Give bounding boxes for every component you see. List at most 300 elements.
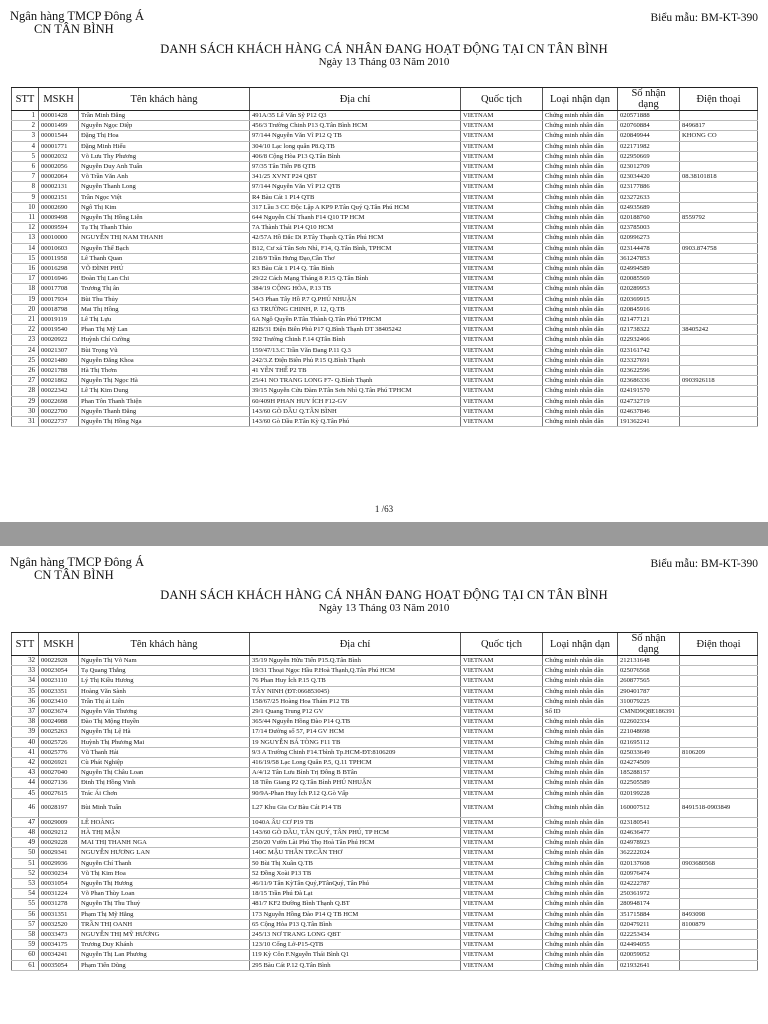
cell-mskh: 00024988 (39, 717, 79, 727)
cell-stt: 54 (12, 889, 39, 899)
table-row (12, 151, 758, 161)
cell-nationality: VIETNAM (461, 717, 543, 727)
cell-customer-name: Cù Phát Nghiệp (79, 758, 250, 768)
cell-address: 143/60 GÒ DẦU Q.TÂN BÌNH (250, 406, 461, 416)
cell-address: 295 Bàu Cát P.12 Q.Tân Bình (250, 960, 461, 970)
cell-stt: 21 (12, 315, 39, 325)
cell-id-type: Chứng minh nhân dân (543, 788, 618, 798)
customer-table-page-1 (11, 87, 758, 427)
table-body (12, 111, 758, 427)
cell-phone (680, 202, 758, 212)
cell-id-number: 023272633 (618, 192, 680, 202)
cell-customer-name: Lê Thị Lựu (79, 315, 250, 325)
col-mskh: MSKH (39, 633, 79, 656)
cell-customer-name: Nguyễn Chí Thanh (79, 858, 250, 868)
cell-phone (680, 828, 758, 838)
cell-customer-name: VÕ ĐÌNH PHÚ (79, 264, 250, 274)
cell-stt: 34 (12, 676, 39, 686)
cell-stt: 15 (12, 253, 39, 263)
cell-phone: 0903.874758 (680, 243, 758, 253)
col-mskh: MSKH (39, 88, 79, 111)
cell-phone (680, 335, 758, 345)
cell-customer-name: Phạm Thị Mỹ Hằng (79, 909, 250, 919)
cell-customer-name: Vũ Thanh Hải (79, 747, 250, 757)
cell-stt: 60 (12, 950, 39, 960)
cell-customer-name: Nguyễn Thanh Long (79, 182, 250, 192)
cell-id-type: Chứng minh nhân dân (543, 940, 618, 950)
cell-stt: 36 (12, 696, 39, 706)
cell-id-number: 021695112 (618, 737, 680, 747)
cell-address: A/4/12 Tân Lưu Bình Trị Đông B BTân (250, 768, 461, 778)
table-row (12, 707, 758, 717)
cell-id-type: Chứng minh nhân dân (543, 817, 618, 827)
cell-phone: 8106209 (680, 747, 758, 757)
document-title: DANH SÁCH KHÁCH HÀNG CÁ NHÂN ĐANG HOẠT ĐỘNG TẠI CN TÂN BÌNH (160, 42, 608, 56)
cell-mskh: 00002131 (39, 182, 79, 192)
cell-id-type: Chứng minh nhân dân (543, 909, 618, 919)
cell-phone (680, 696, 758, 706)
cell-nationality: VIETNAM (461, 696, 543, 706)
cell-address: 406/8 Cộng Hòa P13 Q.Tân Bình (250, 151, 461, 161)
cell-mskh: 00002032 (39, 151, 79, 161)
cell-phone (680, 817, 758, 827)
table-header-row (12, 633, 758, 656)
cell-id-type: Chứng minh nhân dân (543, 274, 618, 284)
table-row (12, 798, 758, 817)
cell-stt: 50 (12, 848, 39, 858)
cell-phone (680, 264, 758, 274)
cell-stt: 30 (12, 406, 39, 416)
cell-id-number: 025033649 (618, 747, 680, 757)
cell-nationality: VIETNAM (461, 788, 543, 798)
table-row (12, 111, 758, 121)
form-code: Biểu mẫu: BM-KT-390 (650, 558, 758, 570)
cell-mskh: 00009498 (39, 213, 79, 223)
cell-address: 65 Cộng Hòa P13 Q.Tân Bình (250, 919, 461, 929)
cell-address: 29/1 Quang Trung P12 GV (250, 707, 461, 717)
cell-id-number: 020188760 (618, 213, 680, 223)
cell-id-number: 022253434 (618, 930, 680, 940)
cell-id-type: Chứng minh nhân dân (543, 950, 618, 960)
cell-mskh: 00031224 (39, 889, 79, 899)
cell-phone (680, 345, 758, 355)
cell-mskh: 00010603 (39, 243, 79, 253)
cell-id-number: 020571888 (618, 111, 680, 121)
cell-customer-name: Huỳnh Chí Cường (79, 335, 250, 345)
cell-id-number: 025076568 (618, 666, 680, 676)
cell-stt: 5 (12, 151, 39, 161)
cell-nationality: VIETNAM (461, 182, 543, 192)
cell-customer-name: Nguyễn Thị Hồng Nga (79, 417, 250, 427)
cell-customer-name: Đinh Thị Hồng Vinh (79, 778, 250, 788)
table-header-row (12, 88, 758, 111)
cell-customer-name: Đoàn Thị Lan Chi (79, 274, 250, 284)
cell-id-number: 280948174 (618, 899, 680, 909)
cell-customer-name: Nguyễn Thị Lệ Hà (79, 727, 250, 737)
cell-mskh: 00026921 (39, 758, 79, 768)
cell-id-type: Chứng minh nhân dân (543, 253, 618, 263)
table-row (12, 768, 758, 778)
cell-customer-name: Nguyễn Ngọc Diệp (79, 121, 250, 131)
table-row (12, 162, 758, 172)
cell-phone (680, 315, 758, 325)
cell-stt: 48 (12, 828, 39, 838)
cell-nationality: VIETNAM (461, 909, 543, 919)
cell-customer-name: Nguyễn Duy Anh Tuấn (79, 162, 250, 172)
cell-address: 76 Phan Huy Ích P.15 Q.TB (250, 676, 461, 686)
cell-customer-name: Đặng Minh Hiếu (79, 141, 250, 151)
cell-id-number: 022505589 (618, 778, 680, 788)
cell-address: 119 Kỳ Côn F.Nguyễn Thái Bình Q1 (250, 950, 461, 960)
cell-id-type: Chứng minh nhân dân (543, 192, 618, 202)
bank-name-line1: Ngân hàng TMCP Đông Á (10, 9, 145, 23)
cell-mskh: 00017934 (39, 294, 79, 304)
cell-address: 159/47/13.C Trần Văn Đang P.11 Q.3 (250, 345, 461, 355)
cell-mskh: 00020922 (39, 335, 79, 345)
cell-nationality: VIETNAM (461, 656, 543, 666)
cell-stt: 61 (12, 960, 39, 970)
cell-stt: 55 (12, 899, 39, 909)
cell-phone (680, 758, 758, 768)
cell-nationality: VIETNAM (461, 325, 543, 335)
table-row (12, 858, 758, 868)
cell-customer-name: Nguyễn Thị Võ Nam (79, 656, 250, 666)
cell-id-number: 250361972 (618, 889, 680, 899)
cell-nationality: VIETNAM (461, 202, 543, 212)
cell-stt: 39 (12, 727, 39, 737)
cell-mskh: 00022700 (39, 406, 79, 416)
cell-address: 60/409H PHAN HUY ÍCH F12-GV (250, 396, 461, 406)
cell-id-type: Chứng minh nhân dân (543, 879, 618, 889)
table-row (12, 243, 758, 253)
cell-mskh: 00001544 (39, 131, 79, 141)
cell-customer-name: Hoàng Văn Sành (79, 686, 250, 696)
cell-id-number: 024978923 (618, 838, 680, 848)
cell-id-number: 024191570 (618, 386, 680, 396)
table-row (12, 213, 758, 223)
cell-phone (680, 417, 758, 427)
cell-nationality: VIETNAM (461, 817, 543, 827)
cell-id-number: 023034420 (618, 172, 680, 182)
col-id-number: Số nhận dạng (618, 88, 680, 111)
cell-stt: 57 (12, 919, 39, 929)
cell-mskh: 00021480 (39, 355, 79, 365)
cell-id-type: Chứng minh nhân dân (543, 406, 618, 416)
cell-mskh: 00022698 (39, 396, 79, 406)
branch-name: CN TÂN BÌNH (34, 568, 114, 582)
cell-stt: 58 (12, 930, 39, 940)
cell-stt: 23 (12, 335, 39, 345)
cell-stt: 10 (12, 202, 39, 212)
cell-id-type: Chứng minh nhân dân (543, 284, 618, 294)
table-row (12, 940, 758, 950)
table-body (12, 656, 758, 971)
cell-id-number: 023785003 (618, 223, 680, 233)
cell-nationality: VIETNAM (461, 919, 543, 929)
cell-id-type: Chứng minh nhân dân (543, 889, 618, 899)
cell-id-type: Chứng minh nhân dân (543, 315, 618, 325)
cell-id-number: 022950669 (618, 151, 680, 161)
cell-phone: 38405242 (680, 325, 758, 335)
cell-phone (680, 666, 758, 676)
cell-id-type: Chứng minh nhân dân (543, 141, 618, 151)
cell-id-number: 023622596 (618, 366, 680, 376)
cell-nationality: VIETNAM (461, 274, 543, 284)
cell-nationality: VIETNAM (461, 386, 543, 396)
cell-mskh: 00028197 (39, 798, 79, 817)
table-row (12, 182, 758, 192)
cell-id-type: Số ID (543, 707, 618, 717)
cell-address: 39/15 Nguyễn Cửu Đàm P.Tân Sơn Nhì Q.Tân Phú TPHCM (250, 386, 461, 396)
cell-id-number: 022932466 (618, 335, 680, 345)
table-row (12, 192, 758, 202)
cell-nationality: VIETNAM (461, 960, 543, 970)
cell-phone (680, 304, 758, 314)
col-address: Địa chỉ (250, 88, 461, 111)
cell-nationality: VIETNAM (461, 213, 543, 223)
cell-id-type: Chứng minh nhân dân (543, 202, 618, 212)
table-row (12, 366, 758, 376)
cell-customer-name: Trần Ngọc Việt (79, 192, 250, 202)
table-row (12, 828, 758, 838)
cell-phone (680, 182, 758, 192)
cell-stt: 40 (12, 737, 39, 747)
cell-customer-name: Phạm Tiến Dũng (79, 960, 250, 970)
cell-id-type: Chứng minh nhân dân (543, 656, 618, 666)
cell-customer-name: Hà Thị Thơm (79, 366, 250, 376)
cell-stt: 47 (12, 817, 39, 827)
cell-address: 50 Bùi Thị Xuân Q.TB (250, 858, 461, 868)
cell-nationality: VIETNAM (461, 304, 543, 314)
cell-id-type: Chứng minh nhân dân (543, 233, 618, 243)
cell-id-number: 020085569 (618, 274, 680, 284)
page-separator (0, 522, 768, 546)
cell-id-type: Chứng minh nhân dân (543, 376, 618, 386)
table-row (12, 284, 758, 294)
cell-nationality: VIETNAM (461, 243, 543, 253)
table-row (12, 868, 758, 878)
cell-customer-name: Bùi Trọng Vũ (79, 345, 250, 355)
cell-customer-name: NGUYỄN HƯƠNG LAN (79, 848, 250, 858)
cell-stt: 43 (12, 768, 39, 778)
table-row (12, 355, 758, 365)
cell-phone (680, 396, 758, 406)
cell-id-type: Chứng minh nhân dân (543, 396, 618, 406)
cell-phone: KHONG CO (680, 131, 758, 141)
cell-nationality: VIETNAM (461, 141, 543, 151)
cell-stt: 2 (12, 121, 39, 131)
cell-address: 19/31 Thoại Ngọc Hầu P.Hoà Thạnh,Q.Tân Phú HCM (250, 666, 461, 676)
cell-id-type: Chứng minh nhân dân (543, 131, 618, 141)
cell-mskh: 00034241 (39, 950, 79, 960)
cell-phone (680, 406, 758, 416)
cell-address: 143/60 GÒ DẦU, TÂN QUÝ, TÂN PHÚ, TP HCM (250, 828, 461, 838)
cell-nationality: VIETNAM (461, 758, 543, 768)
cell-nationality: VIETNAM (461, 838, 543, 848)
cell-address: 140C MẬU THÂN TP.CẦN THƠ (250, 848, 461, 858)
table-row (12, 889, 758, 899)
cell-phone: 0903926118 (680, 376, 758, 386)
table-row (12, 656, 758, 666)
cell-nationality: VIETNAM (461, 345, 543, 355)
cell-nationality: VIETNAM (461, 879, 543, 889)
cell-stt: 26 (12, 366, 39, 376)
cell-id-number: 024994589 (618, 264, 680, 274)
cell-nationality: VIETNAM (461, 417, 543, 427)
cell-customer-name: Đặng Thị Hoa (79, 131, 250, 141)
cell-nationality: VIETNAM (461, 930, 543, 940)
table-row (12, 817, 758, 827)
table-row (12, 376, 758, 386)
cell-stt: 42 (12, 758, 39, 768)
cell-customer-name: LÊ HOÀNG (79, 817, 250, 827)
cell-customer-name: Nguyễn Thị Châu Loan (79, 768, 250, 778)
cell-id-type: Chứng minh nhân dân (543, 304, 618, 314)
cell-stt: 41 (12, 747, 39, 757)
cell-nationality: VIETNAM (461, 223, 543, 233)
table-row (12, 417, 758, 427)
cell-id-number: 020369915 (618, 294, 680, 304)
cell-stt: 53 (12, 879, 39, 889)
cell-mskh: 00027615 (39, 788, 79, 798)
cell-nationality: VIETNAM (461, 858, 543, 868)
cell-address: 158/67/25 Hoàng Hoa Thám P12 TB (250, 696, 461, 706)
cell-id-type: Chứng minh nhân dân (543, 686, 618, 696)
cell-customer-name: Nguyễn Thị Ngọc Hà (79, 376, 250, 386)
table-row (12, 304, 758, 314)
cell-mskh: 00022342 (39, 386, 79, 396)
table-row (12, 737, 758, 747)
table-row (12, 778, 758, 788)
bank-name (10, 10, 144, 36)
cell-phone (680, 717, 758, 727)
cell-address: 41 YÊN THẾ P2 TB (250, 366, 461, 376)
cell-id-type: Chứng minh nhân dân (543, 335, 618, 345)
cell-customer-name: NGUYỄN THỊ MỸ HƯƠNG (79, 930, 250, 940)
cell-nationality: VIETNAM (461, 151, 543, 161)
col-nationality: Quốc tịch (461, 633, 543, 656)
cell-nationality: VIETNAM (461, 335, 543, 345)
cell-address: 6A Ngô Quyền P.Tân Thành Q.Tân Phú TPHCM (250, 315, 461, 325)
cell-id-type: Chứng minh nhân dân (543, 355, 618, 365)
table-row (12, 950, 758, 960)
cell-id-number: 023012709 (618, 162, 680, 172)
cell-customer-name: MAI THỊ THANH NGA (79, 838, 250, 848)
cell-customer-name: Nguyễn Thị Hồng Liên (79, 213, 250, 223)
col-address: Địa chỉ (250, 633, 461, 656)
table-row (12, 960, 758, 970)
cell-phone (680, 386, 758, 396)
cell-customer-name: Trác Ái Chơn (79, 788, 250, 798)
cell-id-type: Chứng minh nhân dân (543, 111, 618, 121)
cell-phone: 08.38101818 (680, 172, 758, 182)
cell-mskh: 00029228 (39, 838, 79, 848)
cell-customer-name: Trương Thị ân (79, 284, 250, 294)
cell-mskh: 00021788 (39, 366, 79, 376)
cell-id-type: Chứng minh nhân dân (543, 919, 618, 929)
cell-mskh: 00031278 (39, 899, 79, 909)
cell-id-number: 020479211 (618, 919, 680, 929)
col-phone: Điện thoại (680, 633, 758, 656)
cell-id-type: Chứng minh nhân dân (543, 758, 618, 768)
cell-phone (680, 141, 758, 151)
cell-address: 644 Nguyễn Chí Thanh F14 Q10 TP HCM (250, 213, 461, 223)
cell-stt: 19 (12, 294, 39, 304)
cell-phone (680, 707, 758, 717)
cell-mskh: 00023410 (39, 696, 79, 706)
cell-address: 341/25 XVNT P24 QBT (250, 172, 461, 182)
cell-id-number: 024636477 (618, 828, 680, 838)
cell-address: 19 NGUYỄN BÁ TÒNG F11 TB (250, 737, 461, 747)
table-row (12, 919, 758, 929)
table-row (12, 758, 758, 768)
cell-stt: 18 (12, 284, 39, 294)
cell-stt: 7 (12, 172, 39, 182)
bank-name-line1: Ngân hàng TMCP Đông Á (10, 555, 145, 569)
cell-stt: 56 (12, 909, 39, 919)
document-page-2 (0, 546, 768, 1024)
form-code: Biểu mẫu: BM-KT-390 (650, 12, 758, 24)
cell-id-type: Chứng minh nhân dân (543, 243, 618, 253)
cell-mskh: 00021862 (39, 376, 79, 386)
cell-id-type: Chứng minh nhân dân (543, 666, 618, 676)
cell-nationality: VIETNAM (461, 848, 543, 858)
table-row (12, 396, 758, 406)
cell-phone (680, 111, 758, 121)
cell-address: 29/22 Cách Mạng Tháng 8 P.15 Q.Tân Bình (250, 274, 461, 284)
cell-mskh: 00022737 (39, 417, 79, 427)
cell-phone (680, 233, 758, 243)
cell-nationality: VIETNAM (461, 284, 543, 294)
cell-id-type: Chứng minh nhân dân (543, 747, 618, 757)
cell-id-type: Chứng minh nhân dân (543, 727, 618, 737)
cell-nationality: VIETNAM (461, 899, 543, 909)
cell-mskh: 00019119 (39, 315, 79, 325)
cell-stt: 35 (12, 686, 39, 696)
cell-stt: 52 (12, 868, 39, 878)
cell-stt: 32 (12, 656, 39, 666)
cell-address: 97/35 Tân Tiến P8 QTB (250, 162, 461, 172)
col-nationality: Quốc tịch (461, 88, 543, 111)
cell-id-number: 191362241 (618, 417, 680, 427)
cell-phone: 8559792 (680, 213, 758, 223)
cell-address: R3 Bàu Cát 1 P14 Q. Tân Bình (250, 264, 461, 274)
cell-phone (680, 778, 758, 788)
cell-id-number: 020059052 (618, 950, 680, 960)
cell-address: 17/14 Đường số 57, P14 GV HCM (250, 727, 461, 737)
cell-address: 52 Đồng Xoài P13 TB (250, 868, 461, 878)
col-stt: STT (12, 633, 39, 656)
cell-address: 42/57A Hồ Đắc Di P.Tây Thạnh Q.Tân Phú HCM (250, 233, 461, 243)
cell-id-number: 160007512 (618, 798, 680, 817)
cell-nationality: VIETNAM (461, 747, 543, 757)
cell-phone: 0903680568 (680, 858, 758, 868)
cell-phone (680, 899, 758, 909)
table-row (12, 315, 758, 325)
cell-phone: 8100879 (680, 919, 758, 929)
cell-mskh: 00001428 (39, 111, 79, 121)
cell-id-number: 020845916 (618, 304, 680, 314)
cell-address: 7A Thành Thái P14 Q10 HCM (250, 223, 461, 233)
cell-id-number: 020849944 (618, 131, 680, 141)
cell-nationality: VIETNAM (461, 666, 543, 676)
cell-stt: 3 (12, 131, 39, 141)
document-date: Ngày 13 Tháng 03 Năm 2010 (318, 56, 450, 68)
cell-id-number: CMND9Q8E186391 (618, 707, 680, 717)
cell-nationality: VIETNAM (461, 253, 543, 263)
cell-mskh: 00034175 (39, 940, 79, 950)
cell-customer-name: Lê Thanh Quan (79, 253, 250, 263)
